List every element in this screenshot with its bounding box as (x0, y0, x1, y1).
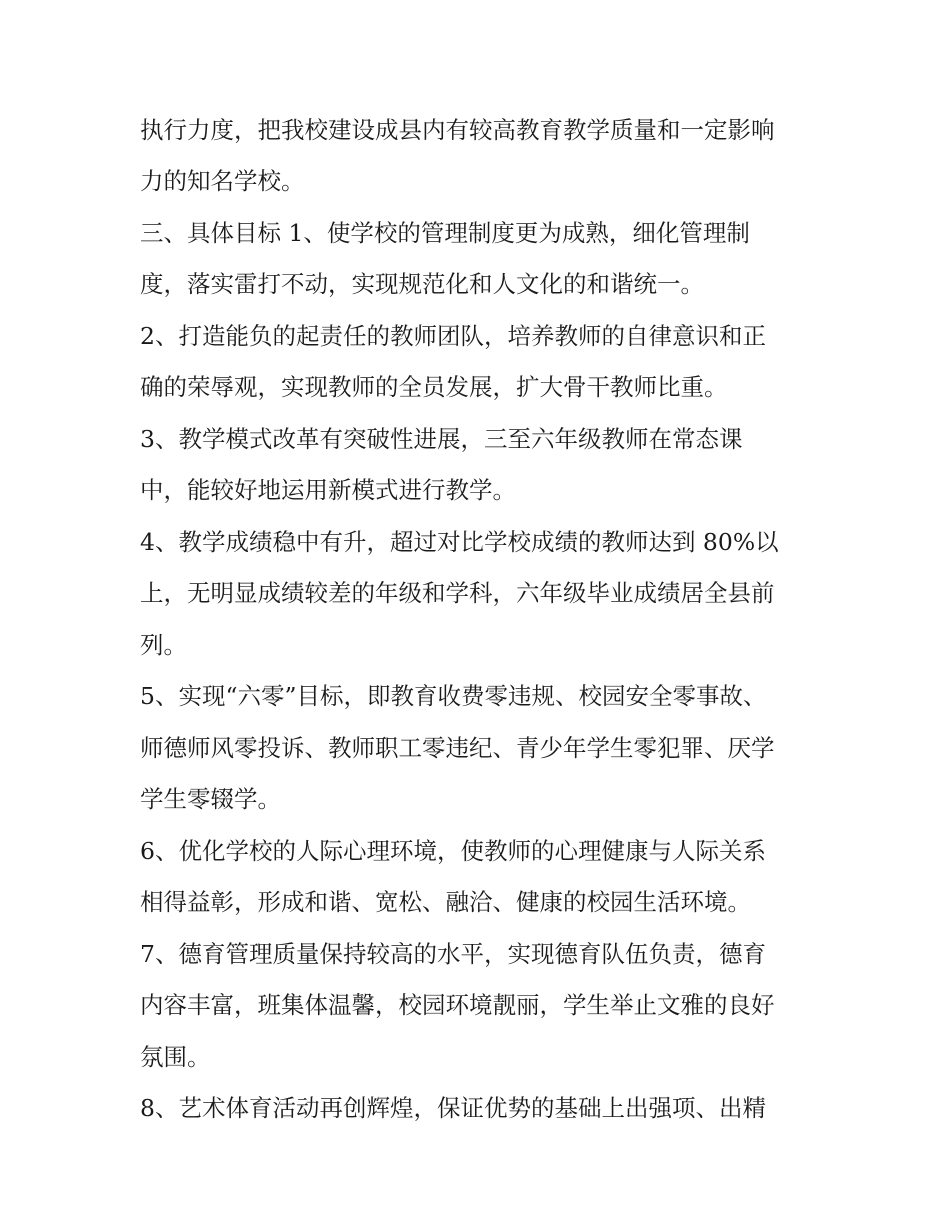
text-line: 确的荣辱观，实现教师的全员发展，扩大骨干教师比重。 (140, 373, 728, 401)
text-line: 8、艺术体育活动再创辉煌，保证优势的基础上出强项、出精 (140, 1094, 766, 1122)
text-line: 中，能较好地运用新模式进行教学。 (140, 476, 516, 504)
text-line: 内容丰富，班集体温馨，校园环境靓丽，学生举止文雅的良好 (140, 991, 775, 1019)
text-line: 度，落实雷打不动，实现规范化和人文化的和谐统一。 (140, 270, 704, 298)
text-line: 氛围。 (140, 1043, 211, 1071)
text-line: 6、优化学校的人际心理环境，使教师的心理健康与人际关系 (140, 837, 766, 865)
text-line: 力的知名学校。 (140, 167, 305, 195)
text-line: 5、实现“六零”目标，即教育收费零违规、校园安全零事故、 (140, 682, 767, 710)
text-line: 列。 (140, 631, 187, 659)
text-line: 2、打造能负的起责任的教师团队，培养教师的自律意识和正 (140, 322, 766, 350)
text-line: 4、教学成绩稳中有升，超过对比学校成绩的教师达到 80%以 (140, 528, 779, 556)
text-line: 学生零辍学。 (140, 785, 281, 813)
text-line: 3、教学模式改革有突破性进展，三至六年级教师在常态课 (140, 425, 743, 453)
text-line: 上，无明显成绩较差的年级和学科，六年级毕业成绩居全县前 (140, 579, 775, 607)
text-line: 7、德育管理质量保持较高的水平，实现德育队伍负责，德育 (140, 940, 766, 968)
text-line: 执行力度，把我校建设成县内有较高教育教学质量和一定影响 (140, 116, 775, 144)
text-line: 三、具体目标 1、使学校的管理制度更为成熟，细化管理制 (140, 219, 750, 247)
text-line: 相得益彰，形成和谐、宽松、融洽、健康的校园生活环境。 (140, 888, 751, 916)
text-line: 师德师风零投诉、教师职工零违纪、青少年学生零犯罪、厌学 (140, 734, 775, 762)
